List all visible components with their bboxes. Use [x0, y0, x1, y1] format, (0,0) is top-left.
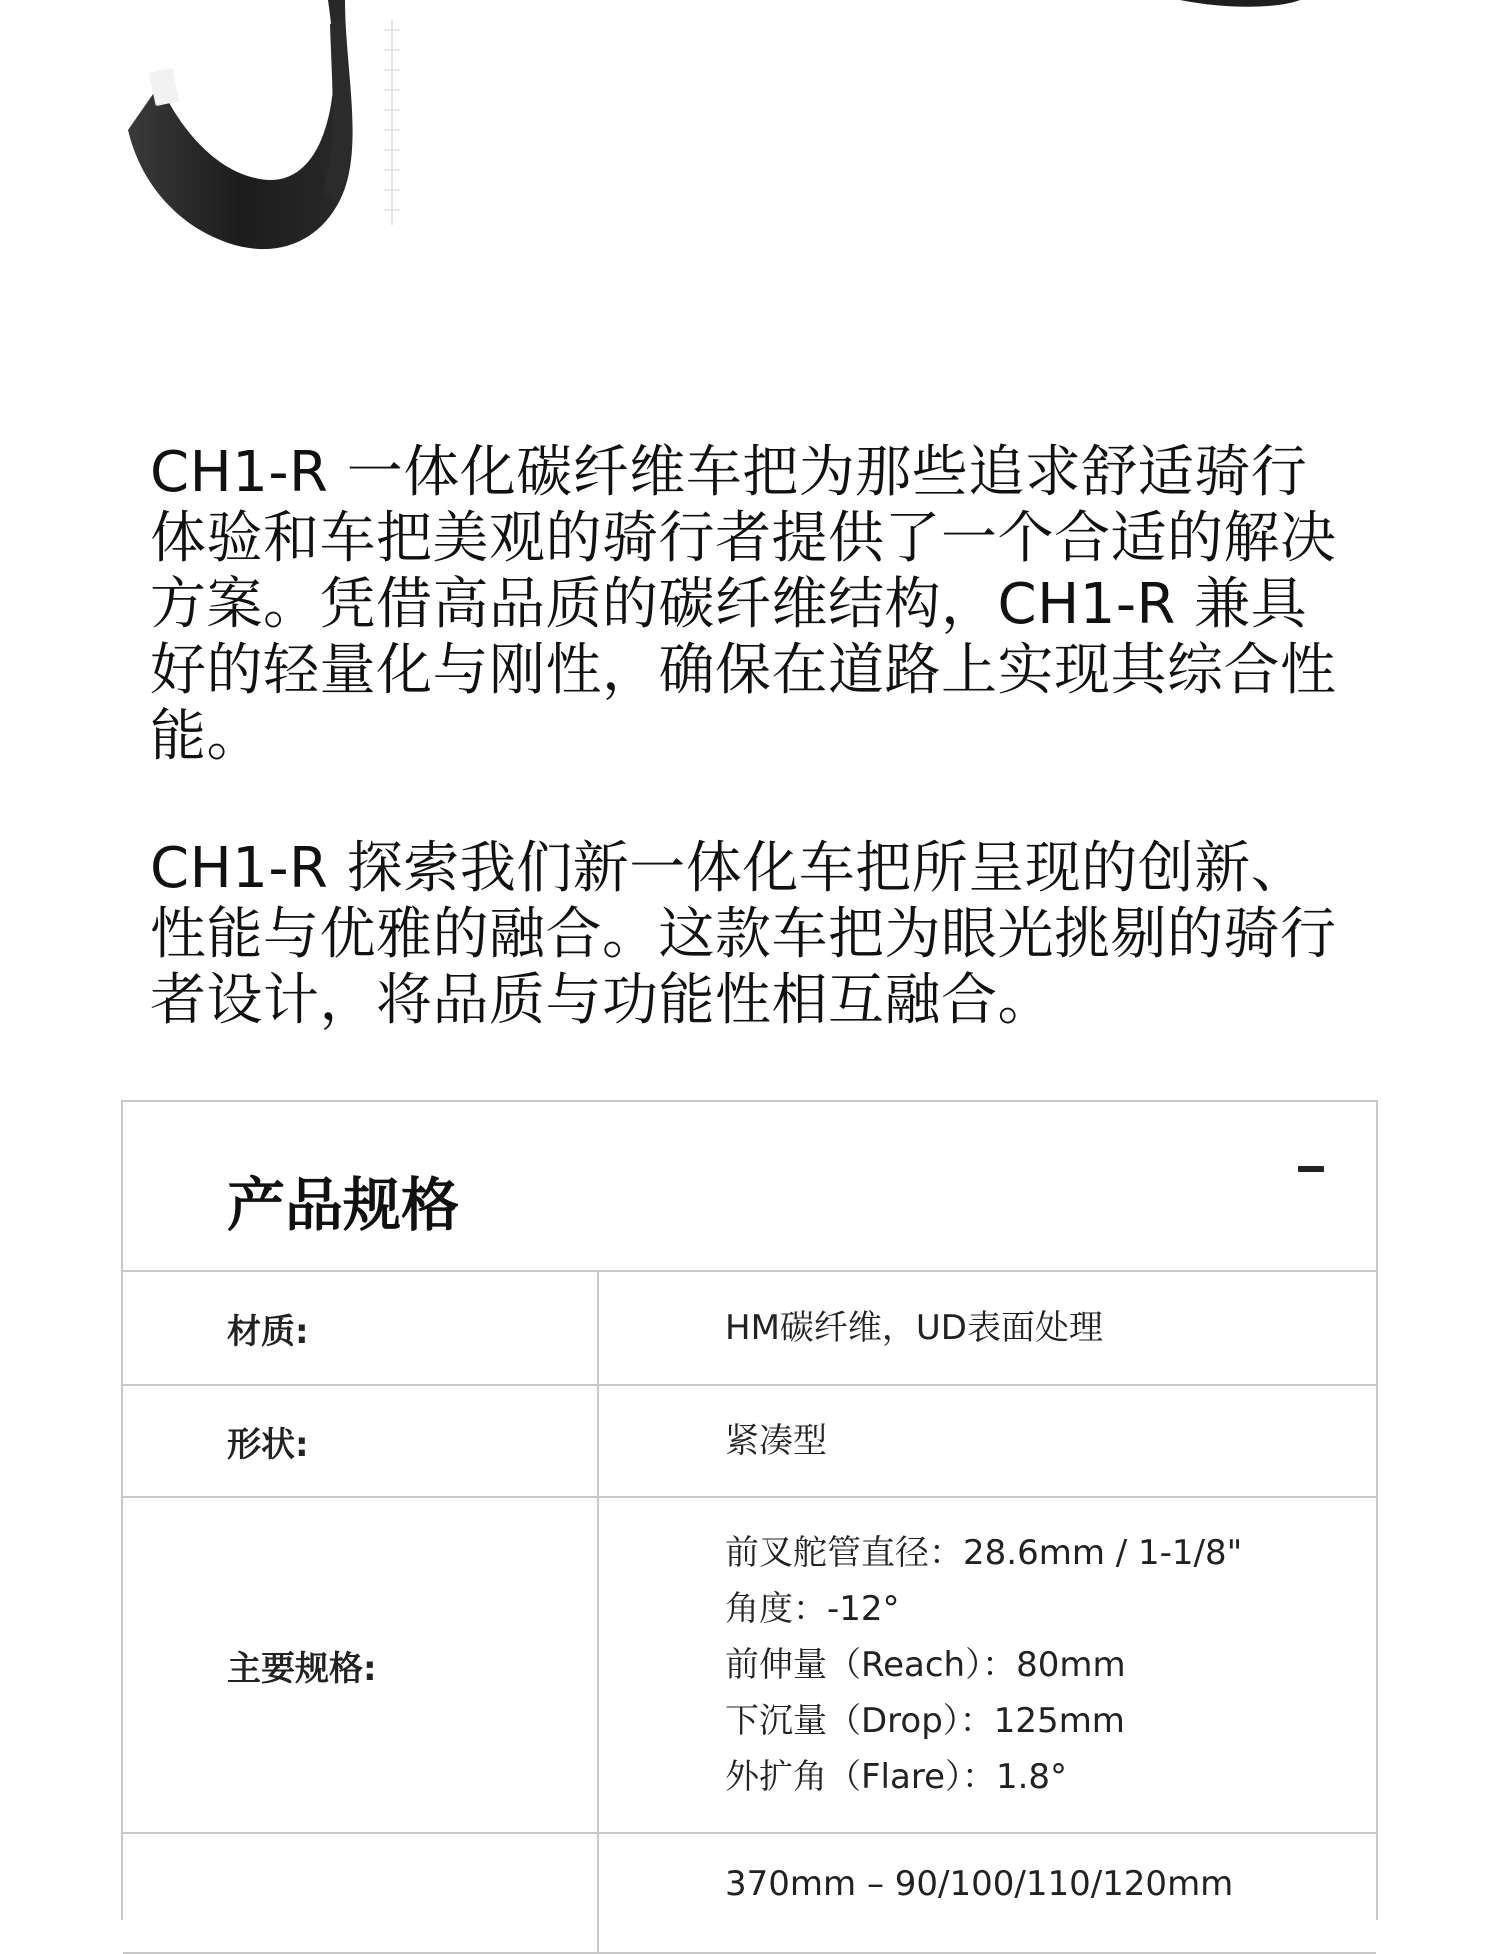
spec-value-line: HM碳纤维，UD表面处理: [725, 1308, 1103, 1348]
spec-label: 材质:: [123, 1272, 599, 1384]
product-description: [150, 440, 1350, 1034]
spec-value: [599, 1272, 1376, 1384]
spec-value-line: 紧凑型: [725, 1421, 827, 1461]
spec-label: [123, 1834, 599, 1952]
spec-row-sizes: [123, 1834, 1376, 1954]
specs-header[interactable]: [123, 1102, 1376, 1272]
specs-panel: [121, 1100, 1378, 1920]
specs-title: 产品规格: [227, 1171, 460, 1239]
spec-label: 形状:: [123, 1386, 599, 1496]
spec-row-material: [123, 1272, 1376, 1386]
collapse-button[interactable]: [1296, 1160, 1326, 1190]
spec-value: [599, 1498, 1376, 1832]
spec-value-line: 外扩角（Flare）：1.8°: [725, 1757, 1068, 1797]
spec-value-line: 角度：-12°: [725, 1589, 900, 1629]
handlebar-illustration: [0, 0, 1500, 330]
spec-value-line: 前伸量（Reach）：80mm: [725, 1645, 1126, 1685]
spec-value-line: 下沉量（Drop）：125mm: [725, 1701, 1125, 1741]
handlebar-top-edge: [1180, 0, 1300, 7]
spec-value-line: 370mm – 90/100/110/120mm: [725, 1864, 1234, 1904]
minus-icon: [1298, 1166, 1324, 1172]
product-image: [0, 0, 1500, 330]
handlebar-drop-shape: [128, 0, 353, 249]
measurement-scale: [384, 20, 400, 225]
spec-value-line: 前叉舵管直径：28.6mm / 1-1/8": [725, 1533, 1243, 1573]
spec-value: [599, 1834, 1376, 1952]
spec-label: 主要规格:: [123, 1498, 599, 1832]
spec-row-shape: [123, 1386, 1376, 1498]
description-paragraph-1: CH1-R 一体化碳纤维车把为那些追求舒适骑行体验和车把美观的骑行者提供了一个合适的解决方案。凭借高品质的碳纤维结构，CH1-R 兼具好的轻量化与刚性，确保在道路上实现其综合性能。: [150, 440, 1337, 769]
description-paragraph-2: CH1-R 探索我们新一体化车把所呈现的创新、性能与优雅的融合。这款车把为眼光挑剔的骑行者设计，将品质与功能性相互融合。: [150, 836, 1337, 1033]
spec-value: [599, 1386, 1376, 1496]
spec-row-main-specs: [123, 1498, 1376, 1834]
